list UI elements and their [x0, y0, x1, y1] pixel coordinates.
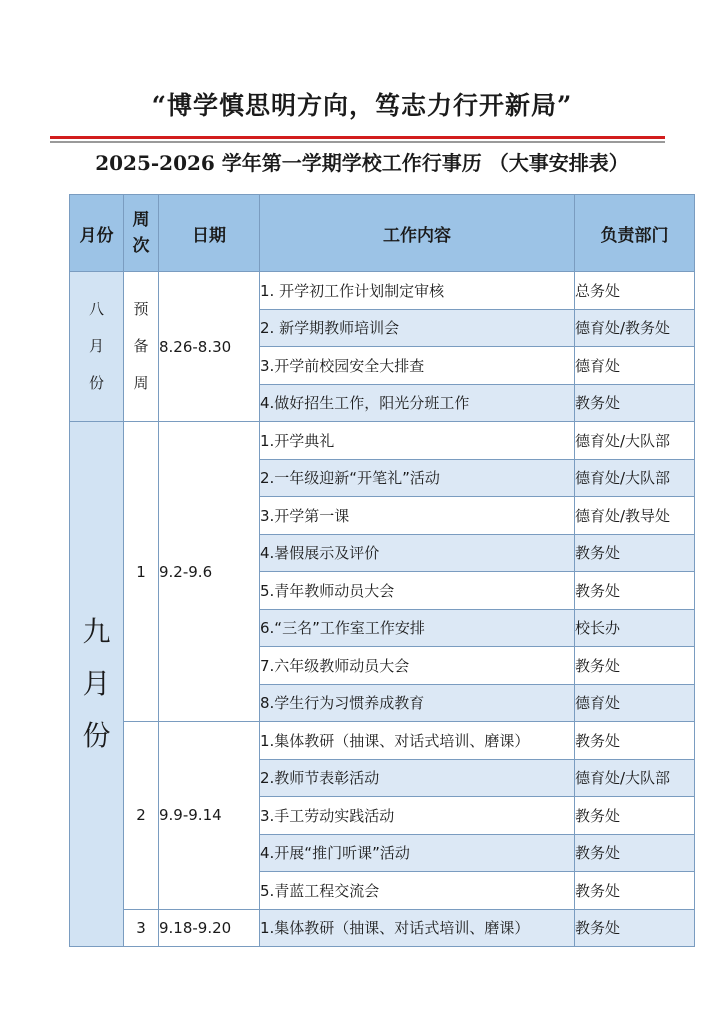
task-dept: 德育处/教导处: [575, 497, 695, 535]
month-char: 份: [88, 374, 104, 392]
task-content: 1.开学典礼: [260, 422, 575, 460]
gray-divider: [50, 141, 665, 143]
header-month: 月份: [70, 195, 124, 272]
month-char: 月: [88, 337, 104, 355]
task-content: 4.开展“推门听课”活动: [260, 834, 575, 872]
task-content: 2.教师节表彰活动: [260, 759, 575, 797]
task-dept: 教务处: [575, 384, 695, 422]
week-char: 预: [133, 300, 149, 318]
task-content: 3.开学第一课: [260, 497, 575, 535]
task-content: 1. 开学初工作计划制定审核: [260, 272, 575, 310]
slogan: “博学慎思明方向，笃志力行开新局”: [151, 91, 573, 120]
header-date: 日期: [159, 195, 260, 272]
header-week-line1: 周: [132, 210, 150, 230]
task-content: 5.青年教师动员大会: [260, 572, 575, 610]
table-row: [70, 909, 695, 947]
task-content: 3.开学前校园安全大排查: [260, 347, 575, 385]
header-content: 工作内容: [260, 195, 575, 272]
week-char: 周: [133, 374, 149, 392]
month-cell-september: [70, 422, 124, 947]
task-content: 3.手工劳动实践活动: [260, 797, 575, 835]
week-char: 备: [133, 337, 149, 355]
task-content: 1.集体教研（抽课、对话式培训、磨课）: [260, 722, 575, 760]
table-row: [70, 272, 695, 310]
week-cell: 2: [124, 722, 159, 910]
task-dept: 校长办: [575, 609, 695, 647]
task-dept: 德育处: [575, 347, 695, 385]
task-dept: 教务处: [575, 647, 695, 685]
task-content: 1.集体教研（抽课、对话式培训、磨课）: [260, 909, 575, 947]
task-content: 4.暑假展示及评价: [260, 534, 575, 572]
task-content: 2.一年级迎新“开笔礼”活动: [260, 459, 575, 497]
header-week-line2: 次: [132, 236, 150, 256]
task-content: 6.“三名”工作室工作安排: [260, 609, 575, 647]
date-cell: 9.9-9.14: [159, 722, 260, 910]
task-dept: 德育处/教务处: [575, 309, 695, 347]
task-dept: 德育处/大队部: [575, 459, 695, 497]
task-content: 8.学生行为习惯养成教育: [260, 684, 575, 722]
month-char: 八: [88, 300, 104, 318]
date-cell: 9.2-9.6: [159, 422, 260, 722]
task-dept: 教务处: [575, 909, 695, 947]
month-char: 份: [82, 719, 111, 752]
task-content: 5.青蓝工程交流会: [260, 872, 575, 910]
task-dept: 教务处: [575, 534, 695, 572]
header-week: [124, 195, 159, 272]
task-dept: 总务处: [575, 272, 695, 310]
week-cell: 1: [124, 422, 159, 722]
table-header-row: [70, 195, 695, 272]
table-row: [70, 722, 695, 760]
header-dept: 负责部门: [575, 195, 695, 272]
task-dept: 德育处: [575, 684, 695, 722]
week-cell: 3: [124, 909, 159, 947]
task-content: 2. 新学期教师培训会: [260, 309, 575, 347]
task-dept: 教务处: [575, 572, 695, 610]
document-title: 2025-2026 学年第一学期学校工作行事历 （大事安排表）: [95, 151, 629, 175]
schedule-table: [69, 194, 695, 947]
task-dept: 教务处: [575, 797, 695, 835]
task-dept: 教务处: [575, 834, 695, 872]
task-content: 7.六年级教师动员大会: [260, 647, 575, 685]
task-dept: 德育处/大队部: [575, 422, 695, 460]
week-cell-prep: [124, 272, 159, 422]
date-cell: 9.18-9.20: [159, 909, 260, 947]
month-char: 月: [82, 667, 111, 700]
month-cell-august: [70, 272, 124, 422]
month-char: 九: [82, 615, 111, 648]
task-dept: 教务处: [575, 872, 695, 910]
red-divider: [50, 136, 665, 139]
task-dept: 德育处/大队部: [575, 759, 695, 797]
table-row: [70, 422, 695, 460]
task-dept: 教务处: [575, 722, 695, 760]
task-content: 4.做好招生工作，阳光分班工作: [260, 384, 575, 422]
date-cell: 8.26-8.30: [159, 272, 260, 422]
